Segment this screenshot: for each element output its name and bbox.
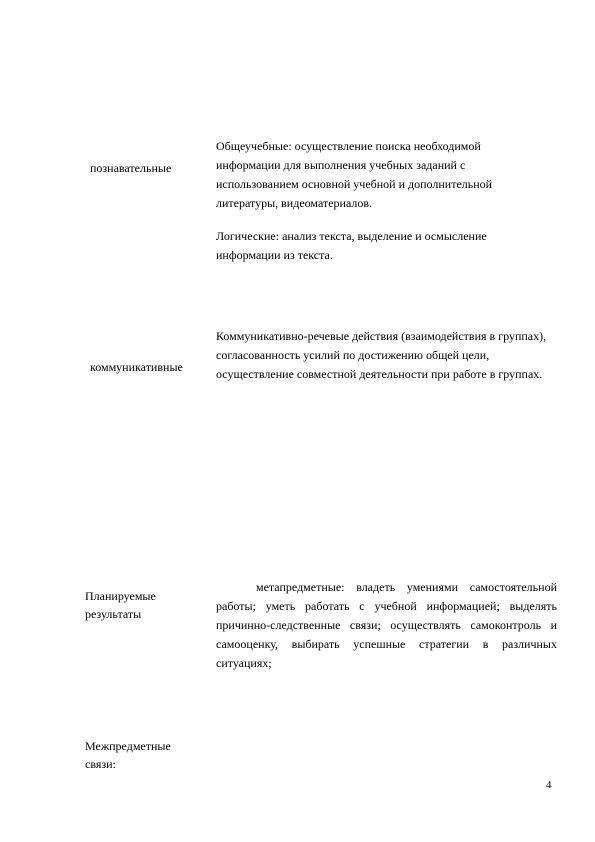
label-cognitive: познавательные (90, 161, 172, 175)
page-number: 4 (546, 779, 552, 791)
cognitive-text-block (216, 137, 546, 265)
label-planned-results: Планируемые результаты (85, 589, 156, 621)
cognitive-general-skills: Общеучебные: осуществление поиска необходимой информации для выполнения учебных заданий с использованием основной учебной и дополнительной литературы, видеоматериалов. (216, 139, 493, 210)
label-communicative: коммуникативные (90, 360, 183, 374)
communicative-text: Коммуникативно-речевые действия (взаимодействия в группах), согласованность усилий по достижению общей цели, осуществление совместной деятельности при работе в группах. (216, 329, 547, 381)
cognitive-logical-skills: Логические: анализ текста, выделение и осмысление информации из текста. (216, 229, 487, 262)
planned-results-text: метапредметные: владеть умениями самостоятельной работы; уметь работать с учебной информацией; выделять причинно-следственные связи; осуществлять самоконтроль и самооценку, выбирать успешные стратегии в различных ситуациях; (216, 580, 557, 670)
label-interdisciplinary: Межпредметные связи: (85, 739, 171, 771)
